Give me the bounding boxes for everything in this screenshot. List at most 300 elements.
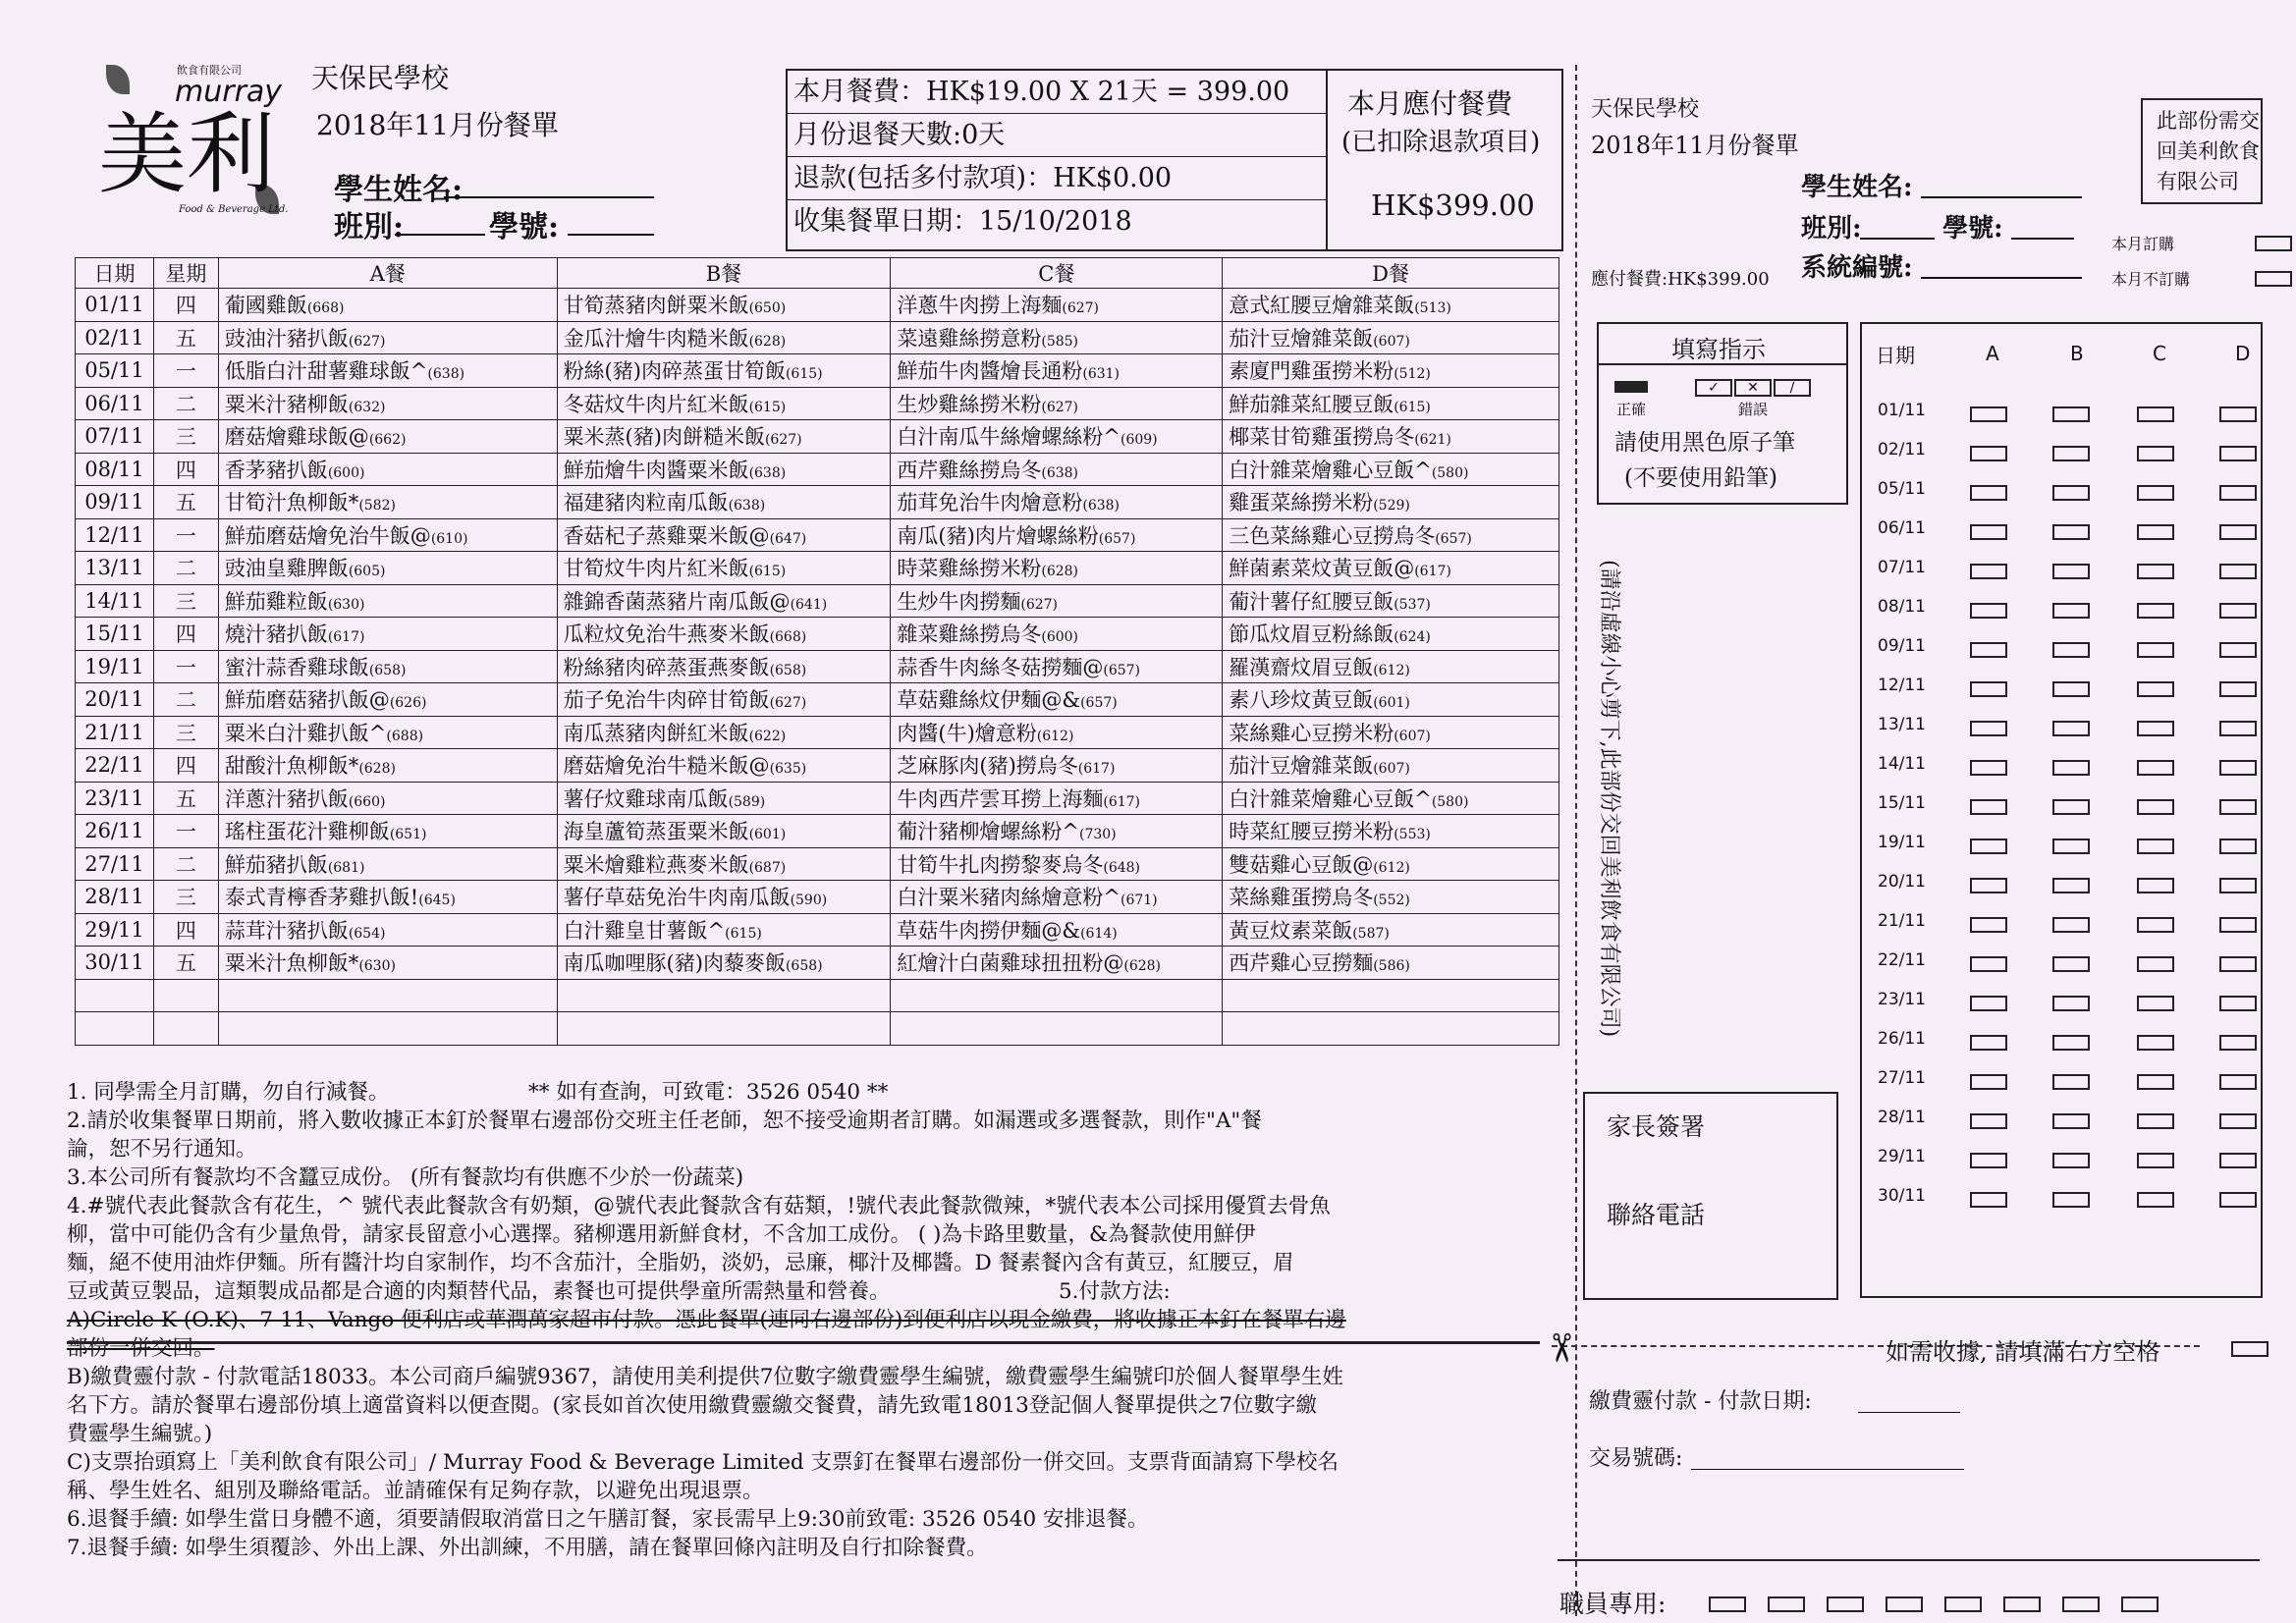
select-meal-a-checkbox[interactable] [1970,603,2007,619]
grid-date: 07/11 [1878,558,1926,577]
meal-d-calories: (607) [1394,728,1431,744]
menu-date: 28/11 [76,881,154,914]
select-meal-b-checkbox[interactable] [2052,760,2090,776]
grid-date: 27/11 [1878,1068,1926,1088]
meal-d-cell [1223,847,1559,881]
select-meal-d-checkbox[interactable] [2219,996,2257,1011]
menu-weekday: 四 [153,749,218,783]
meal-c-cell [891,947,1223,980]
meal-a-name: 洋蔥汁豬扒飯 [224,786,349,811]
meal-d-calories: (513) [1414,300,1451,317]
meal-a-name: 鮮茄雞粒飯 [224,589,328,614]
meal-a-cell [218,552,557,585]
grid-date: 23/11 [1878,990,1926,1009]
student-no-label: 學號: [489,210,560,244]
meal-b-name: 薯仔草菇免治牛肉南瓜飯 [563,886,791,910]
meal-b-calories: (638) [748,464,787,481]
slip-student-name-field[interactable] [1921,169,2082,198]
meal-c-calories: (614) [1080,925,1118,942]
meal-b-cell [557,683,891,717]
meal-d-cell [1223,420,1559,454]
note-6: 6.退餐手續: 如學生當日身體不適，須要請假取消當日之午膳訂餐，家長需早上9:30前致電: 3526 0540 安排退餐。 [67,1507,1149,1532]
select-meal-a-checkbox[interactable] [1970,839,2007,854]
meal-a-cell [218,618,557,651]
meal-c-calories: (627) [1041,399,1079,415]
select-meal-d-checkbox[interactable] [2219,760,2257,776]
meal-a-cell [218,815,557,848]
meal-d-name: 素八珍炆黃豆飯 [1229,688,1374,713]
order-month-label: 本月訂購 [2111,235,2175,253]
note-4a: 4.#號代表此餐款含有花生，^ 號代表此餐款含有奶類，@號代表此餐款含有菇類，!號代表此餐款微辣，*號代表本公司採用優質去骨魚 [67,1194,1331,1218]
select-meal-a-checkbox[interactable] [1970,524,2007,540]
menu-date: 22/11 [76,749,154,783]
meal-d-cell [1223,947,1559,980]
meal-c-cell [891,716,1223,749]
payment-b-1: B)繳費靈付款 - 付款電話18033。本公司商戶編號9367，請使用美利提供7位數字繳費靈學生編號，繳費靈學生編號印於個人餐單學生姓 [67,1365,1343,1389]
select-meal-d-checkbox[interactable] [2219,446,2257,461]
select-meal-b-checkbox[interactable] [2052,917,2090,933]
select-meal-d-checkbox[interactable] [2219,839,2257,854]
select-meal-c-checkbox[interactable] [2137,564,2174,579]
select-meal-d-checkbox[interactable] [2219,642,2257,658]
note-7: 7.退餐手續: 如學生須覆診、外出上課、外出訓練，不用膳，請在餐單回條內註明及自行扣除餐費。 [67,1536,988,1560]
meal-d-calories: (624) [1394,629,1431,646]
meal-d-cell [1223,354,1559,388]
select-meal-d-checkbox[interactable] [2219,406,2257,422]
meal-a-calories: (645) [418,893,456,909]
menu-row [76,289,1559,322]
menu-weekday: 三 [153,420,218,454]
meal-b-cell [557,453,891,486]
meal-b-calories: (647) [769,530,807,547]
meal-a-calories: (630) [358,958,396,975]
select-meal-a-checkbox[interactable] [1970,1035,2007,1051]
menu-date: 01/11 [76,289,154,322]
meal-c-calories: (585) [1041,333,1079,350]
meal-d-cell [1223,289,1559,322]
meal-a-calories: (638) [427,366,465,383]
meal-c-calories: (648) [1103,859,1141,876]
select-meal-b-checkbox[interactable] [2052,1153,2090,1168]
meal-c-name: 葡汁豬柳燴螺絲粉^ [897,820,1079,844]
meal-b-calories: (615) [748,399,787,415]
meal-b-calories: (687) [748,859,787,876]
meal-d-calories: (612) [1373,859,1410,876]
select-meal-c-checkbox[interactable] [2137,603,2174,619]
select-meal-a-checkbox[interactable] [1970,446,2007,461]
payment-c-2: 稱、學生姓名、組別及聯絡電話。並請確保有足夠存款，以避免出現退票。 [67,1479,764,1503]
menu-weekday: 三 [153,716,218,749]
grid-date: 13/11 [1878,715,1926,734]
select-meal-c-checkbox[interactable] [2137,681,2174,697]
meal-c-cell [891,552,1223,585]
staff-use-box[interactable] [1709,1596,1746,1612]
meal-a-cell [218,387,557,420]
logo-chinese-name: 美利 [98,103,275,206]
meal-b-cell [557,289,891,322]
meal-b-calories: (658) [769,662,807,678]
select-meal-b-checkbox[interactable] [2052,956,2090,972]
slip-system-no-field[interactable] [1921,249,2082,279]
meal-b-cell [557,782,891,815]
meal-b-name: 海皇蘆筍蒸蛋粟米飯 [563,820,749,844]
slip-class-field[interactable] [1860,210,1935,240]
menu-date: 09/11 [76,486,154,519]
select-meal-b-checkbox[interactable] [2052,406,2090,422]
menu-weekday: 四 [153,618,218,651]
instruction-box [1597,322,1848,505]
student-name-field[interactable] [444,167,654,198]
grid-date: 29/11 [1878,1147,1926,1166]
transaction-no-label: 交易號碼: [1589,1446,1683,1471]
menu-date: 19/11 [76,650,154,683]
return-note-box [2141,98,2263,204]
meal-a-cell [218,782,557,815]
meal-b-name: 甘筍蒸豬肉餅粟米飯 [563,294,749,318]
meal-a-calories: (660) [348,793,386,810]
menu-row [76,683,1559,717]
meal-c-name: 洋蔥牛肉撈上海麵 [897,294,1063,318]
meal-d-cell [1223,486,1559,519]
meal-d-calories: (601) [1373,695,1410,712]
select-meal-a-checkbox[interactable] [1970,1113,2007,1129]
meal-a-cell [218,947,557,980]
meal-b-cell [557,716,891,749]
meal-b-name: 金瓜汁燴牛肉糙米飯 [563,326,749,351]
meal-c-cell [891,518,1223,552]
payable-title: 本月應付餐費 [1347,87,1513,120]
select-meal-b-checkbox[interactable] [2052,1192,2090,1208]
company-logo [98,57,289,224]
meal-d-calories: (607) [1373,761,1410,778]
staff-use-box[interactable] [1886,1596,1923,1612]
logo-english-name: Food & Beverage Ltd. [179,204,289,215]
meal-d-cell [1223,815,1559,848]
no-order-month-checkbox[interactable] [2255,271,2292,287]
meal-a-name: 甘筍汁魚柳飯* [224,491,359,515]
menu-date: 08/11 [76,453,154,486]
select-meal-b-checkbox[interactable] [2052,1074,2090,1090]
menu-date: 13/11 [76,552,154,585]
select-meal-c-checkbox[interactable] [2137,799,2174,815]
meal-c-name: 白汁南瓜牛絲燴螺絲粉^ [897,425,1121,450]
select-meal-c-checkbox[interactable] [2137,406,2174,422]
select-meal-a-checkbox[interactable] [1970,878,2007,893]
meal-a-calories: (654) [348,925,386,942]
select-meal-b-checkbox[interactable] [2052,564,2090,579]
logo-company-small: 飲食有限公司 [177,64,242,77]
meal-c-calories: (627) [1020,596,1059,613]
meal-c-name: 菜遠雞絲撈意粉 [897,326,1042,351]
meal-d-cell [1223,683,1559,717]
meal-b-cell [557,881,891,914]
select-meal-d-checkbox[interactable] [2219,564,2257,579]
select-meal-b-checkbox[interactable] [2052,1113,2090,1129]
select-meal-c-checkbox[interactable] [2137,446,2174,461]
select-meal-b-checkbox[interactable] [2052,603,2090,619]
meal-d-calories: (553) [1394,827,1431,843]
meal-c-cell [891,289,1223,322]
select-meal-c-checkbox[interactable] [2137,996,2174,1011]
meal-c-cell [891,683,1223,717]
select-meal-c-checkbox[interactable] [2137,721,2174,736]
meal-c-cell [891,453,1223,486]
fee-summary-box [786,69,1563,251]
refund-amount: 退款(包括多付款項)：HK$0.00 [788,157,1326,200]
grid-header-c: C [2153,342,2166,365]
correct-label: 正確 [1616,401,1647,418]
select-meal-b-checkbox[interactable] [2052,721,2090,736]
staff-use-box[interactable] [2003,1596,2041,1612]
select-meal-b-checkbox[interactable] [2052,1035,2090,1051]
meal-a-name: 粟米白汁雞扒飯^ [224,721,387,745]
slip-student-no-label: 學號: [1942,214,2003,243]
meal-a-name: 蒜茸汁豬扒飯 [224,918,349,943]
meal-a-name: 粟米汁豬柳飯 [224,392,349,416]
meal-a-calories: (688) [386,728,424,744]
slash-example-icon: ∕ [1774,379,1811,397]
select-meal-d-checkbox[interactable] [2219,1192,2257,1208]
slip-system-no-label: 系統編號: [1801,253,1913,283]
staff-use-box[interactable] [1944,1596,1982,1612]
meal-d-name: 葡汁薯仔紅腰豆飯 [1229,589,1394,614]
select-meal-d-checkbox[interactable] [2219,878,2257,893]
select-meal-c-checkbox[interactable] [2137,878,2174,893]
select-meal-b-checkbox[interactable] [2052,446,2090,461]
menu-weekday: 三 [153,881,218,914]
menu-date: 02/11 [76,321,154,354]
menu-row [76,782,1559,815]
meal-a-name: 蜜汁蒜香雞球飯 [224,655,369,679]
meal-c-name: 蒜香牛肉絲冬菇撈麵@ [897,655,1104,679]
note-enquiry: ** 如有查詢，可致電：3526 0540 ** [528,1080,889,1105]
meal-a-calories: (681) [327,859,365,876]
select-meal-d-checkbox[interactable] [2219,1113,2257,1129]
meal-c-calories: (617) [1103,793,1141,810]
meal-a-cell [218,683,557,717]
select-meal-a-checkbox[interactable] [1970,1074,2007,1090]
meal-b-cell [557,815,891,848]
collect-date: 收集餐單日期：15/10/2018 [793,206,1132,237]
meal-a-name: 甜酸汁魚柳飯* [224,754,359,779]
meal-d-name: 羅漢齋炆眉豆飯 [1229,655,1374,679]
payment-a-strike-line [67,1341,1540,1344]
meal-c-calories: (628) [1041,564,1079,580]
select-meal-d-checkbox[interactable] [2219,956,2257,972]
wrong-label: 錯誤 [1738,401,1769,418]
menu-weekday: 二 [153,847,218,881]
select-meal-b-checkbox[interactable] [2052,681,2090,697]
meal-c-name: 草菇牛肉撈伊麵@& [897,918,1081,943]
meal-d-calories: (552) [1373,893,1410,909]
meal-a-name: 鮮茄磨菇燴免治牛飯@ [224,523,431,548]
select-meal-b-checkbox[interactable] [2052,642,2090,658]
meal-a-name: 香茅豬扒飯 [224,458,328,482]
meal-c-name: 白汁粟米豬肉絲燴意粉^ [897,886,1121,910]
meal-d-name: 雙菇雞心豆飯@ [1229,852,1374,877]
select-meal-c-checkbox[interactable] [2137,1113,2174,1129]
meal-b-name: 粟米蒸(豬)肉餅糙米飯 [563,425,765,450]
select-meal-d-checkbox[interactable] [2219,681,2257,697]
select-meal-a-checkbox[interactable] [1970,996,2007,1011]
select-meal-b-checkbox[interactable] [2052,996,2090,1011]
select-meal-d-checkbox[interactable] [2219,1153,2257,1168]
receipt-request-checkbox[interactable] [2231,1341,2269,1357]
meal-b-cell [557,913,891,947]
select-meal-d-checkbox[interactable] [2219,524,2257,540]
menu-date: 15/11 [76,618,154,651]
meal-d-name: 意式紅腰豆燴雜菜飯 [1229,294,1415,318]
select-meal-a-checkbox[interactable] [1970,917,2007,933]
select-meal-a-checkbox[interactable] [1970,564,2007,579]
meal-b-calories: (638) [728,498,766,514]
meal-d-calories: (587) [1352,925,1390,942]
meal-c-cell [891,321,1223,354]
select-meal-c-checkbox[interactable] [2137,917,2174,933]
select-meal-d-checkbox[interactable] [2219,799,2257,815]
staff-divider [1558,1559,2260,1561]
select-meal-a-checkbox[interactable] [1970,760,2007,776]
select-meal-a-checkbox[interactable] [1970,406,2007,422]
select-meal-c-checkbox[interactable] [2137,1192,2174,1208]
meal-b-name: 南瓜咖哩豚(豬)肉藜麥飯 [563,951,786,976]
meal-d-name: 雞蛋菜絲撈米粉 [1229,491,1374,515]
payment-b-2: 名下方。請於餐單右邊部份填上適當資料以便查閱。(家長如首次使用繳費靈繳交餐費，請先致電18013登記個人餐單提供之7位數字繳 [67,1393,1317,1418]
class-field[interactable] [395,204,485,236]
meal-c-cell [891,847,1223,881]
meal-a-calories: (600) [327,464,365,481]
select-meal-b-checkbox[interactable] [2052,878,2090,893]
meal-d-calories: (580) [1431,464,1469,481]
select-meal-a-checkbox[interactable] [1970,485,2007,501]
cross-example-icon: ✕ [1734,379,1772,397]
menu-date: 23/11 [76,782,154,815]
meal-b-cell [557,321,891,354]
select-meal-b-checkbox[interactable] [2052,799,2090,815]
meal-d-cell [1223,618,1559,651]
return-note-line-1: 此部份需交 [2157,109,2260,133]
instruction-title: 填寫指示 [1671,336,1766,363]
slip-student-no-field[interactable] [2011,210,2074,240]
menu-date: 12/11 [76,518,154,552]
select-meal-c-checkbox[interactable] [2137,485,2174,501]
meal-d-name: 白汁雜菜燴雞心豆飯^ [1229,786,1432,811]
meal-b-cell [557,552,891,585]
meal-b-calories: (589) [728,793,766,810]
select-meal-a-checkbox[interactable] [1970,956,2007,972]
payment-a: A)Circle K (O.K)、7-11、Vango 便利店或華潤萬家超市付款。憑此餐單(連同右邊部份)到便利店以現金繳費，將收據正本釘在餐單右邊 [67,1308,1346,1332]
meal-b-calories: (668) [769,629,807,646]
vertical-cut-line [1575,65,1577,1616]
menu-row [76,716,1559,749]
meal-b-name: 白汁雞皇甘薯飯^ [563,918,726,943]
meal-b-name: 香菇杞子蒸雞粟米飯@ [563,523,770,548]
select-meal-a-checkbox[interactable] [1970,1192,2007,1208]
meal-a-calories: (617) [327,629,365,646]
meal-d-cell [1223,552,1559,585]
select-meal-d-checkbox[interactable] [2219,485,2257,501]
select-meal-c-checkbox[interactable] [2137,760,2174,776]
select-meal-c-checkbox[interactable] [2137,1035,2174,1051]
select-meal-a-checkbox[interactable] [1970,681,2007,697]
menu-empty-row [76,979,1559,1012]
menu-row [76,815,1559,848]
meal-a-calories: (658) [368,662,407,678]
staff-use-box[interactable] [2121,1596,2159,1612]
payable-amount: HK$399.00 [1371,189,1535,222]
staff-use-box[interactable] [1768,1596,1805,1612]
filled-example-icon [1614,381,1648,393]
pps-date-field[interactable] [1858,1388,1960,1413]
staff-use-box[interactable] [1827,1596,1864,1612]
grid-date: 14/11 [1878,754,1926,774]
student-no-field[interactable] [568,204,654,236]
meal-a-calories: (627) [348,333,386,350]
meal-d-cell [1223,913,1559,947]
menu-row [76,749,1559,783]
meal-d-name: 西芹雞心豆撈麵 [1229,951,1374,976]
menu-weekday: 五 [153,486,218,519]
meal-d-calories: (621) [1414,432,1451,449]
meal-a-cell [218,453,557,486]
transaction-no-field[interactable] [1691,1445,1964,1470]
order-month-checkbox[interactable] [2255,236,2292,251]
select-meal-b-checkbox[interactable] [2052,485,2090,501]
menu-weekday: 二 [153,683,218,717]
staff-use-box[interactable] [2062,1596,2100,1612]
meal-b-calories: (615) [748,564,787,580]
meal-c-name: 西芹雞絲撈烏冬 [897,458,1042,482]
menu-row [76,518,1559,552]
select-meal-b-checkbox[interactable] [2052,839,2090,854]
select-meal-a-checkbox[interactable] [1970,799,2007,815]
parent-signature-box[interactable] [1583,1092,1838,1300]
meal-a-name: 燒汁豬扒飯 [224,622,328,647]
select-meal-c-checkbox[interactable] [2137,642,2174,658]
meal-d-cell [1223,881,1559,914]
menu-row [76,913,1559,947]
select-meal-d-checkbox[interactable] [2219,1074,2257,1090]
select-meal-c-checkbox[interactable] [2137,956,2174,972]
grid-date: 19/11 [1878,833,1926,852]
col-header-meal-b: B餐 [557,258,891,289]
select-meal-c-checkbox[interactable] [2137,1153,2174,1168]
meal-b-cell [557,518,891,552]
note-4d: 豆或黃豆製品，這類製成品都是合適的肉類替代品，素餐也可提供學童所需熱量和營養。 [67,1279,891,1304]
meal-a-name: 瑤柱蛋花汁雞柳飯 [224,820,390,844]
grid-date: 06/11 [1878,518,1926,538]
select-meal-c-checkbox[interactable] [2137,839,2174,854]
select-meal-c-checkbox[interactable] [2137,1074,2174,1090]
select-meal-d-checkbox[interactable] [2219,603,2257,619]
meal-a-name: 葡國雞飯 [224,294,307,318]
leaf-ornament-top [106,65,130,94]
select-meal-d-checkbox[interactable] [2219,1035,2257,1051]
select-meal-a-checkbox[interactable] [1970,721,2007,736]
menu-date: 27/11 [76,847,154,881]
meal-d-calories: (607) [1373,333,1410,350]
select-meal-d-checkbox[interactable] [2219,917,2257,933]
select-meal-b-checkbox[interactable] [2052,524,2090,540]
select-meal-a-checkbox[interactable] [1970,642,2007,658]
meal-b-calories: (658) [785,958,823,975]
select-meal-a-checkbox[interactable] [1970,1153,2007,1168]
select-meal-d-checkbox[interactable] [2219,721,2257,736]
grid-header-a: A [1986,342,1999,365]
meal-c-name: 生炒牛肉撈麵 [897,589,1021,614]
select-meal-c-checkbox[interactable] [2137,524,2174,540]
meal-d-calories: (615) [1394,399,1431,415]
